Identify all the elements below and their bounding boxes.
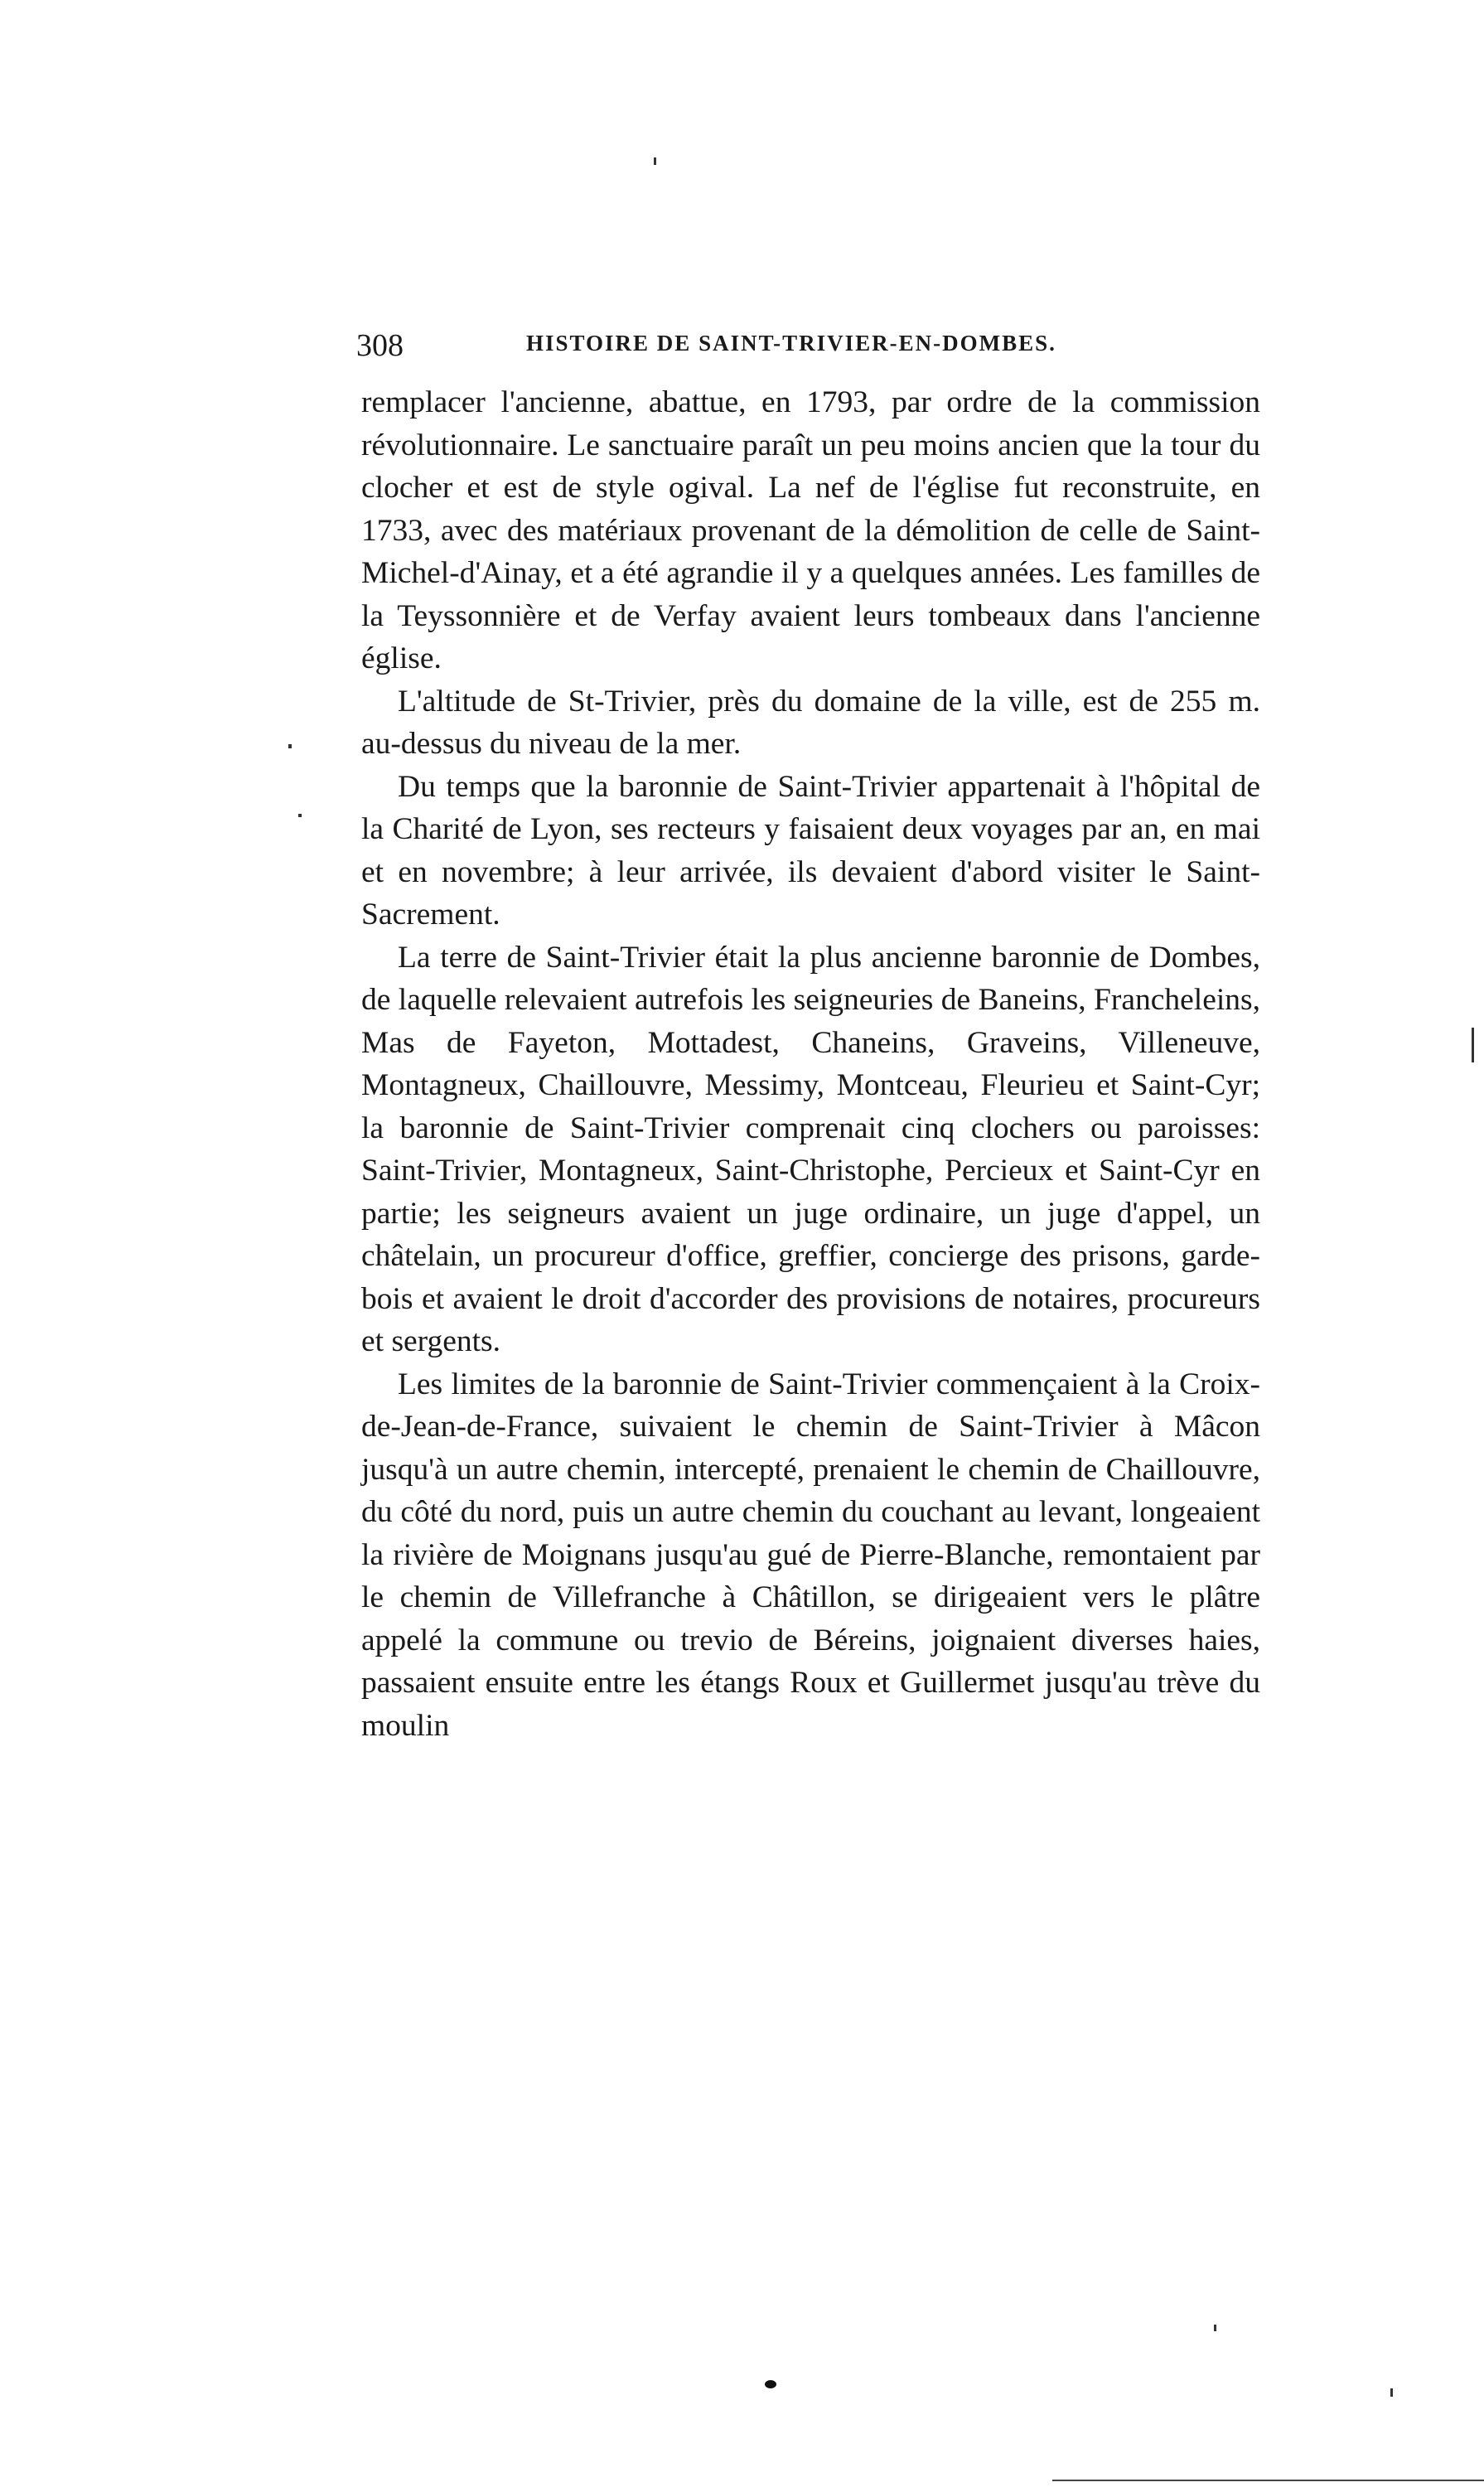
- paragraph-5: Les limites de la baronnie de Saint-Trivier commençaient à la Croix-de-Jean-de-France, suivaient le chemin de Saint-Trivier à Mâcon jusqu'à un autre chemin, intercepté, prenaient le chemin de Chaillouvre, du côté du nord, puis un autre chemin du couchant au levant, longeaient la rivière de Moignans jusqu'au gué de Pierre-Blanche, remontaient par le chemin de Villefranche à Châtillon, se dirigeaient vers le plâtre appelé la commune ou trevio de Béreins, joignaient diverses haies, passaient ensuite entre les étangs Roux et Guillermet jusqu'au trève du moulin: [361, 1367, 1260, 1743]
- page-edge-line: [1052, 2480, 1484, 2481]
- scan-speck-bottom-right: [1390, 2388, 1393, 2397]
- page-number: 308: [356, 328, 404, 363]
- scan-speck-left-2: [298, 814, 302, 817]
- running-title: HISTOIRE DE SAINT-TRIVIER-EN-DOMBES.: [526, 331, 1056, 356]
- scan-speck-left: [288, 744, 292, 748]
- scan-speck-bottom: [1214, 2325, 1216, 2331]
- body-text: [361, 381, 1260, 1747]
- paragraph-3: Du temps que la baronnie de Saint-Trivier appartenait à l'hôpital de la Charité de Lyon, ses recteurs y faisaient deux voyages par an, en mai et en novembre; à leur arrivée, ils devaient d'abord visiter le Saint-Sacrement.: [361, 769, 1260, 931]
- paragraph-1: remplacer l'ancienne, abattue, en 1793, par ordre de la commission révolutionnaire. Le sanctuaire paraît un peu moins ancien que la tour du clocher et est de style ogival. La nef de l'église fut reconstruite, en 1733, avec des matériaux provenant de la démolition de celle de Saint-Michel-d'Ainay, et a été agrandie il y a quelques années. Les familles de la Teyssonnière et de Verfay avaient leurs tombeaux dans l'ancienne église.: [361, 385, 1260, 675]
- paragraph-4: La terre de Saint-Trivier était la plus ancienne baronnie de Dombes, de laquelle relevaient autrefois les seigneuries de Baneins, Francheleins, Mas de Fayeton, Mottadest, Chaneins, Graveins, Villeneuve, Montagneux, Chaillouvre, Messimy, Montceau, Fleurieu et Saint-Cyr; la baronnie de Saint-Trivier comprenait cinq clochers ou paroisses: Saint-Trivier, Montagneux, Saint-Christophe, Percieux et Saint-Cyr en partie; les seigneurs avaient un juge ordinaire, un juge d'appel, un châtelain, un procureur d'office, greffier, concierge des prisons, garde-bois et avaient le droit d'accorder des provisions de notaires, procureurs et sergents.: [361, 940, 1261, 1358]
- running-head: [356, 327, 1259, 369]
- margin-mark-right: [1472, 1028, 1474, 1062]
- scan-speck-top: [654, 157, 656, 165]
- ink-blot: [765, 2380, 776, 2388]
- paragraph-2: L'altitude de St-Trivier, près du domaine de la ville, est de 255 m. au-dessus du niveau de la mer.: [361, 684, 1260, 761]
